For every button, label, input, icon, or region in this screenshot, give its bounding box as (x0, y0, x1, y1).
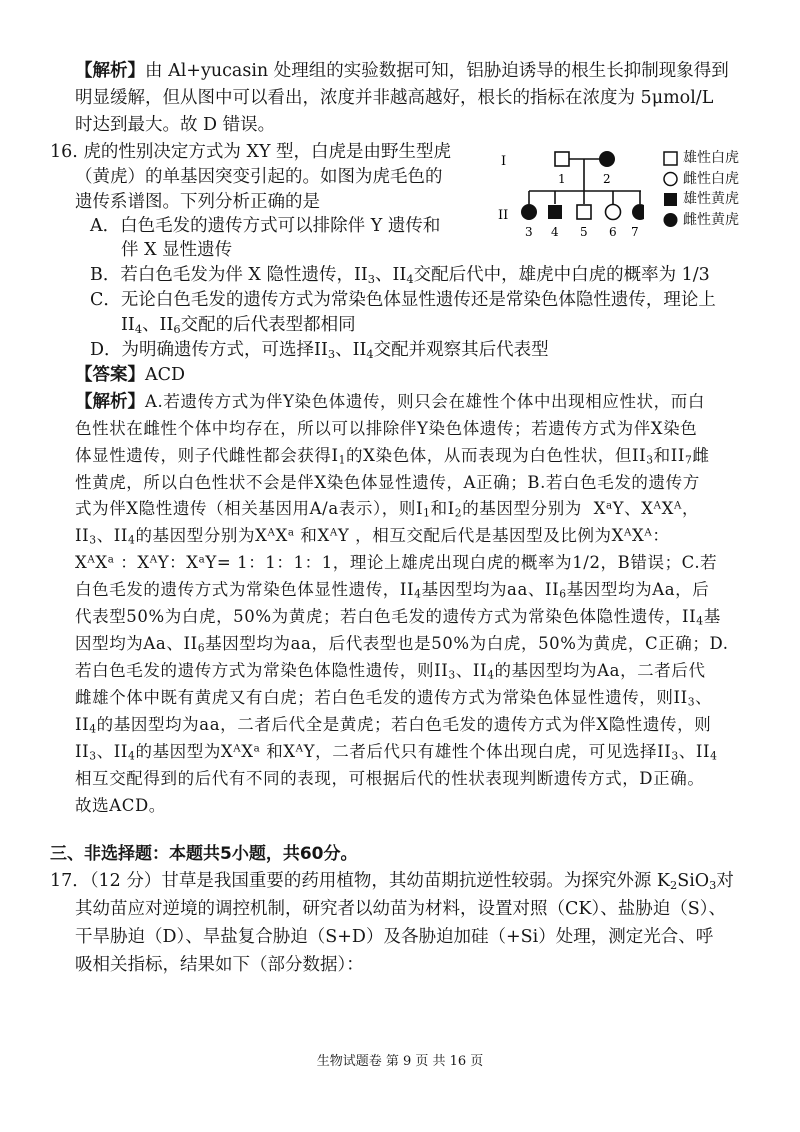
option-a-line-2: 伴 X 显性遗传 (121, 240, 233, 260)
explanation-line-6: $II_3$、$II_4$的基因型分别为$X^AX^a$ 和$X^AY$ ，相互交配后代是基因型及比例为$X^AX^A$： (75, 526, 670, 547)
label-7: 7 (631, 225, 639, 239)
explanation-line-15: 相互交配得到的后代有不同的表现，可根据后代的性状表现判断遗传方式，D正确。 (75, 769, 705, 788)
prev-analysis-line-3: 时达到最大。故 D 错误。 (75, 115, 276, 135)
explanation-line-9: 代表型50%为白虎，50%为黄虎；若白色毛发的遗传方式为常染色体隐性遗传，$II_4$基 (75, 607, 721, 628)
q17-line-3: 干旱胁迫（D）、旱盐复合胁迫（S+D）及各胁迫加硅（+Si）处理，测定光合、呼 (75, 927, 714, 947)
legend-yellow-male-symbol (664, 193, 677, 206)
individual-3-yellow-female (521, 204, 537, 220)
explanation-line-5: 式为伴X隐性遗传（相关基因用A/a表示），则$I_1$和$I_2$的基因型分别为 $X^aY$、$X^AX^A$， (75, 499, 700, 520)
q16-stem-line-3: 遗传系谱图。下列分析正确的是 (75, 192, 320, 212)
legend-white-male-symbol (664, 152, 677, 165)
q16-number: 16. (50, 142, 78, 162)
individual-7-yellow-female (632, 204, 644, 220)
explanation-line-12: 雌雄个体中既有黄虎又有白虎；若白色毛发的遗传方式为常染色体显性遗传，则$II_3$、 (75, 688, 713, 709)
label-1: 1 (558, 172, 566, 186)
label-3: 3 (525, 225, 533, 239)
explanation-line-11: 若白色毛发的遗传方式为常染色体隐性遗传，则$II_3$、$II_4$的基因型均为Aa，二者后代 (75, 661, 706, 682)
section-3-heading: 三、非选择题：本题共5小题，共60分。 (50, 844, 358, 864)
option-d: D．为明确遗传方式，可选择$II_3$、$II_4$交配并观察其后代表型 (90, 340, 549, 361)
explanation-line-16: 故选ACD。 (75, 796, 166, 815)
explanation-line-7: $X^AX^a$ ：$X^AY$：$X^aY= 1$：1：1：1，理论上雄虎出现白虎的概率为1/2，B错误；C.若 (75, 553, 718, 572)
q17-line-4: 吸相关指标，结果如下（部分数据）： (75, 955, 364, 975)
explanation-line-13: $II_4$的基因型均为aa，二者后代全是黄虎；若白色毛发的遗传方式为伴X隐性遗传，则 (75, 715, 712, 736)
explanation-line-8: 白色毛发的遗传方式为常染色体显性遗传，$II_4$基因型均为aa、$II_6$基因型均为Aa，后 (75, 580, 710, 601)
explanation-line-2: 色性状在雌性个体中均存在，所以可以排除伴Y染色体遗传；若遗传方式为伴X染色 (75, 419, 698, 438)
option-c-line-2: $II_4$、$II_6$交配的后代表型都相同 (121, 315, 356, 336)
prev-analysis-line-2: 明显缓解，但从图中可以看出，浓度并非越高越好，根长的指标在浓度为 5μmol/L (75, 88, 714, 108)
answer-tag: 【答案】 (75, 365, 145, 385)
q16-stem-line-1: 16. 虎的性别决定方式为 XY 型，白虎是由野生型虎 (50, 142, 452, 162)
generation-2-label: II (498, 208, 509, 223)
legend-white-male: 雄性白虎 (683, 150, 739, 166)
explanation-line-1: 【解析】A.若遗传方式为伴Y染色体遗传，则只会在雄性个体中出现相应性状，而白 (75, 392, 705, 412)
legend-symbols (662, 150, 680, 230)
label-4: 4 (551, 225, 559, 239)
individual-6-white-female (606, 205, 621, 220)
option-a-line-1: A．白色毛发的遗传方式可以排除伴 Y 遗传和 (90, 216, 441, 236)
answer-line (75, 363, 185, 387)
label-2: 2 (603, 172, 611, 186)
label-5: 5 (580, 225, 588, 239)
individual-5-white-male (577, 205, 591, 219)
individual-2-yellow-female (599, 151, 615, 167)
prev-analysis-line-1: 【解析】由 Al+yucasin 处理组的实验数据可知，铝胁迫诱导的根生长抑制现象得到 (75, 61, 729, 81)
option-c-line-1: C．无论白色毛发的遗传方式为常染色体显性遗传还是常染色体隐性遗传，理论上 (90, 290, 716, 310)
legend-yellow-female: 雌性黄虎 (683, 212, 739, 228)
legend-white-female-symbol (664, 173, 677, 186)
individual-4-yellow-male (548, 205, 562, 219)
analysis-tag: 【解析】 (75, 61, 145, 81)
option-b: B．若白色毛发为伴 X 隐性遗传，$II_3$、$II_4$交配后代中，雄虎中白虎的概率为 1/3 (90, 265, 710, 286)
q16-stem-line-2: （黄虎）的单基因突变引起的。如图为虎毛色的 (75, 167, 443, 187)
q17-line-2: 其幼苗应对逆境的调控机制，研究者以幼苗为材料，设置对照（CK）、盐胁迫（S）、 (75, 899, 726, 919)
explanation-line-3: 体显性遗传，则子代雌性都会获得$I_1$的X染色体，从而表现为白色性状，但$II_3$和$II_7$雌 (75, 446, 710, 467)
q17-line-1: 17．（12 分）甘草是我国重要的药用植物，其幼苗期抗逆性较弱。为探究外源 $K_2SiO_3$对 (50, 871, 734, 892)
individual-1-white-male (555, 152, 569, 166)
generation-1-label: I (501, 154, 507, 169)
explanation-line-10: 因型均为Aa、$II_6$基因型均为aa，后代表型也是50%为白虎，50%为黄虎，C正确；D. (75, 634, 729, 655)
pedigree-chart (494, 143, 644, 243)
explanation-line-14: $II_3$、$II_4$的基因型为$X^AX^a$ 和$X^AY$，二者后代只有雄性个体出现白虎，可见选择$II_3$、$II_4$ (75, 742, 718, 763)
explanation-line-4: 性黄虎，所以白色性状不会是伴X染色体显性遗传，A正确；B.若白色毛发的遗传方 (75, 473, 700, 492)
legend-white-female: 雌性白虎 (683, 171, 739, 187)
page-footer: 生物试题卷 第 9 页 共 16 页 (316, 1054, 484, 1069)
legend-yellow-female-symbol (664, 213, 678, 227)
answer-value: ACD (145, 365, 186, 385)
legend-yellow-male: 雄性黄虎 (683, 191, 739, 207)
label-6: 6 (609, 225, 617, 239)
